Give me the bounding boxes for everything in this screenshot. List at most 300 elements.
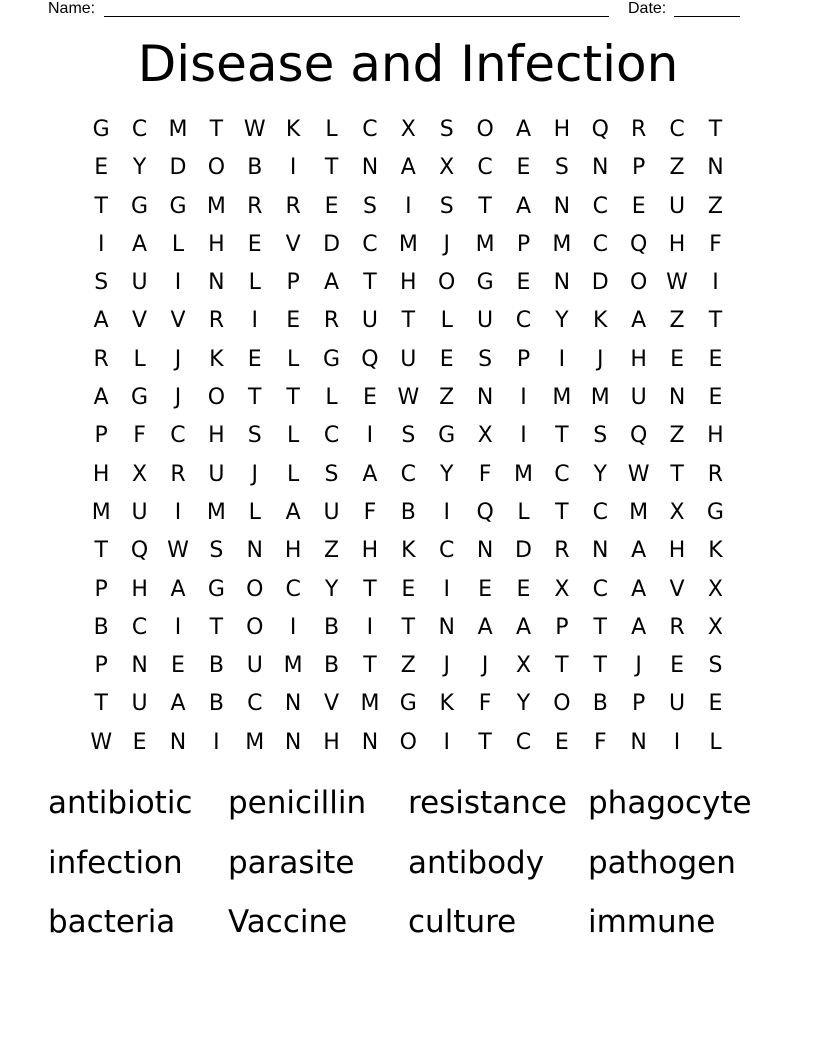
grid-cell[interactable]: E	[247, 346, 262, 372]
grid-cell[interactable]: N	[361, 729, 379, 755]
grid-cell[interactable]: A	[631, 308, 647, 334]
grid-cell[interactable]: V	[132, 308, 148, 334]
grid-cell[interactable]: V	[324, 691, 340, 717]
grid-cell[interactable]: U	[208, 461, 225, 487]
grid-cell[interactable]: E	[516, 270, 531, 296]
grid-cell[interactable]: Q	[476, 499, 494, 525]
grid-cell[interactable]: G	[207, 576, 225, 602]
grid-cell[interactable]: R	[631, 117, 647, 142]
grid-cell[interactable]: T	[286, 385, 300, 411]
grid-cell[interactable]: O	[630, 270, 648, 296]
grid-cell[interactable]: E	[132, 729, 147, 755]
grid-cell[interactable]: L	[248, 270, 261, 296]
grid-cell[interactable]: M	[206, 193, 226, 219]
grid-cell[interactable]: E	[247, 231, 262, 257]
grid-cell[interactable]: Z	[669, 308, 685, 334]
grid-cell[interactable]: I	[558, 346, 566, 372]
word-bank-item: resistance	[408, 785, 567, 821]
grid-cell[interactable]: H	[668, 538, 686, 564]
word-bank-item: infection	[48, 844, 183, 881]
grid-cell[interactable]: A	[324, 270, 340, 296]
grid-cell[interactable]: T	[708, 308, 723, 334]
grid-cell[interactable]: U	[669, 691, 686, 717]
grid-cell[interactable]: J	[597, 346, 604, 372]
grid-cell[interactable]: Y	[593, 461, 607, 487]
grid-cell[interactable]: Q	[130, 538, 149, 564]
grid-cell[interactable]: C	[592, 231, 608, 257]
grid-cell[interactable]: S	[94, 270, 109, 296]
grid-cell[interactable]: N	[476, 538, 494, 564]
grid-cell[interactable]: M	[360, 691, 380, 717]
grid-cell[interactable]: V	[669, 576, 685, 602]
word-bank-item: pathogen	[588, 844, 736, 881]
grid-cell[interactable]: T	[478, 729, 492, 755]
grid-cell[interactable]: I	[712, 270, 719, 296]
grid-cell[interactable]: S	[324, 461, 339, 487]
grid-cell[interactable]: E	[94, 155, 109, 181]
grid-cell[interactable]: M	[475, 231, 495, 257]
grid-cell[interactable]: K	[209, 346, 224, 372]
grid-cell[interactable]: J	[251, 461, 258, 487]
grid-cell[interactable]: Y	[516, 691, 531, 717]
grid-cell[interactable]: I	[443, 576, 450, 602]
word-bank-item: phagocyte	[588, 785, 752, 821]
grid-cell[interactable]: E	[708, 346, 723, 372]
grid-cell[interactable]: A	[631, 576, 647, 602]
grid-cell[interactable]: S	[554, 155, 569, 181]
grid-cell[interactable]: C	[285, 576, 301, 602]
grid-cell[interactable]: H	[707, 423, 724, 449]
grid-cell[interactable]: E	[324, 193, 339, 219]
grid-cell[interactable]: L	[287, 461, 300, 487]
grid-cell[interactable]: J	[481, 653, 489, 679]
grid-cell[interactable]: U	[630, 385, 647, 411]
grid-cell[interactable]: E	[670, 346, 684, 372]
grid-cell[interactable]: C	[477, 155, 493, 181]
grid-cell[interactable]: I	[289, 614, 297, 640]
grid-cell[interactable]: S	[209, 538, 224, 564]
grid-cell[interactable]: I	[213, 729, 220, 755]
grid-cell[interactable]: H	[668, 231, 686, 257]
grid-cell[interactable]: U	[477, 308, 494, 334]
grid-cell[interactable]: L	[287, 346, 300, 372]
grid-cell[interactable]: T	[209, 117, 224, 142]
grid-cell[interactable]: G	[92, 117, 110, 142]
grid-cell[interactable]: B	[93, 614, 109, 640]
grid-cell[interactable]: R	[93, 346, 109, 372]
grid-cell[interactable]: E	[439, 346, 454, 372]
grid-cell[interactable]: Z	[400, 653, 416, 679]
grid-cell[interactable]: N	[553, 193, 571, 219]
grid-cell[interactable]: A	[631, 614, 647, 640]
grid-cell[interactable]: A	[631, 538, 647, 564]
worksheet-header	[48, 0, 748, 20]
grid-cell[interactable]: Z	[324, 538, 340, 564]
grid-cell[interactable]: J	[443, 653, 450, 679]
grid-cell[interactable]: D	[591, 270, 609, 296]
grid-cell[interactable]: G	[706, 499, 724, 525]
grid-cell[interactable]: S	[708, 653, 723, 679]
grid-cell[interactable]: G	[438, 423, 456, 449]
grid-cell[interactable]: T	[363, 653, 377, 679]
grid-cell[interactable]: A	[515, 193, 532, 219]
grid-cell[interactable]: H	[361, 538, 379, 564]
grid-cell[interactable]: A	[515, 614, 532, 640]
grid-cell[interactable]: T	[401, 614, 416, 640]
grid-cell[interactable]: C	[439, 538, 455, 564]
grid-cell[interactable]: A	[362, 461, 378, 487]
grid-cell[interactable]: C	[592, 193, 608, 219]
grid-cell[interactable]: X	[707, 614, 723, 640]
grid-cell[interactable]: I	[520, 385, 527, 411]
grid-cell[interactable]: S	[401, 423, 416, 449]
grid-cell[interactable]: H	[92, 461, 110, 487]
grid-cell[interactable]: K	[439, 691, 454, 717]
grid-cell[interactable]: G	[476, 270, 494, 296]
grid-cell[interactable]: H	[208, 231, 225, 257]
grid-cell[interactable]: A	[285, 499, 301, 525]
grid-cell[interactable]: Z	[439, 385, 455, 411]
grid-cell[interactable]: J	[174, 346, 182, 372]
grid-cell[interactable]: H	[630, 346, 647, 372]
grid-cell[interactable]: T	[94, 691, 108, 717]
grid-cell[interactable]: W	[666, 270, 688, 296]
grid-cell[interactable]: Q	[591, 117, 609, 142]
grid-cell[interactable]: W	[90, 729, 113, 755]
grid-cell[interactable]: K	[285, 117, 301, 142]
grid-cell[interactable]: C	[323, 423, 340, 449]
grid-cell[interactable]: L	[248, 499, 261, 525]
grid-cell[interactable]: X	[554, 576, 570, 602]
grid-cell[interactable]: O	[246, 576, 264, 602]
grid-cell[interactable]: X	[669, 499, 685, 525]
grid-cell[interactable]: Z	[669, 423, 685, 449]
grid-cell[interactable]: H	[208, 423, 225, 449]
grid-cell[interactable]: W	[397, 385, 420, 411]
grid-cell[interactable]: E	[670, 653, 684, 679]
grid-cell[interactable]: U	[669, 193, 686, 219]
grid-cell[interactable]: X	[132, 461, 148, 487]
grid-cell[interactable]: B	[592, 691, 608, 717]
grid-cell[interactable]: U	[131, 691, 148, 717]
grid-cell[interactable]: N	[208, 270, 225, 296]
grid-cell[interactable]: O	[246, 614, 264, 640]
grid-cell[interactable]: R	[247, 193, 263, 219]
grid-cell[interactable]: C	[592, 499, 608, 525]
grid-cell[interactable]: N	[476, 385, 494, 411]
grid-cell[interactable]: R	[707, 461, 724, 487]
grid-cell[interactable]: A	[93, 308, 109, 334]
grid-cell[interactable]: P	[94, 576, 108, 602]
grid-cell[interactable]: I	[366, 423, 374, 449]
grid-cell[interactable]: O	[438, 270, 456, 296]
grid-cell[interactable]: M	[91, 499, 111, 525]
grid-cell[interactable]: X	[477, 423, 493, 449]
word-bank-item: immune	[588, 904, 716, 940]
grid-cell[interactable]: P	[632, 155, 646, 181]
grid-cell[interactable]: F	[593, 729, 607, 755]
grid-cell[interactable]: L	[325, 385, 338, 411]
grid-cell[interactable]: S	[247, 423, 262, 449]
grid-cell[interactable]: H	[323, 729, 340, 755]
grid-cell[interactable]: A	[400, 155, 416, 181]
grid-cell[interactable]: T	[555, 653, 569, 679]
grid-cell[interactable]: S	[439, 193, 454, 219]
grid-cell[interactable]: C	[515, 308, 532, 334]
grid-cell[interactable]: P	[516, 231, 531, 257]
grid-cell[interactable]: N	[438, 614, 455, 640]
grid-cell[interactable]: B	[323, 614, 340, 640]
grid-cell[interactable]: T	[94, 538, 108, 564]
grid-cell[interactable]: F	[709, 231, 722, 257]
grid-cell[interactable]: E	[171, 653, 185, 679]
grid-cell[interactable]: N	[592, 155, 609, 181]
grid-cell[interactable]: D	[169, 155, 187, 181]
grid-cell[interactable]: T	[555, 499, 569, 525]
grid-cell[interactable]: P	[94, 653, 108, 679]
grid-cell[interactable]: E	[401, 576, 416, 602]
grid-cell[interactable]: G	[169, 193, 187, 219]
grid-cell[interactable]: P	[555, 614, 569, 640]
grid-cell[interactable]: M	[514, 461, 533, 487]
grid-cell[interactable]: A	[515, 117, 532, 142]
grid-cell[interactable]: L	[287, 423, 300, 449]
grid-cell[interactable]: Q	[630, 423, 648, 449]
grid-cell[interactable]: T	[363, 270, 377, 296]
grid-cell[interactable]: E	[708, 691, 723, 717]
grid-cell[interactable]: T	[708, 117, 723, 142]
grid-cell[interactable]: I	[405, 193, 412, 219]
grid-cell[interactable]: C	[362, 231, 378, 257]
grid-cell[interactable]: C	[669, 117, 685, 142]
grid-cell[interactable]: Z	[669, 155, 685, 181]
grid-cell[interactable]: A	[93, 385, 109, 411]
grid-cell[interactable]: G	[399, 691, 417, 717]
grid-cell[interactable]: N	[131, 653, 148, 679]
grid-cell[interactable]: N	[361, 155, 379, 181]
grid-cell[interactable]: E	[362, 385, 377, 411]
grid-cell[interactable]: L	[133, 346, 146, 372]
grid-cell[interactable]: G	[131, 193, 149, 219]
grid-cell[interactable]: R	[208, 308, 225, 334]
word-bank-item: penicillin	[228, 785, 367, 821]
grid-cell[interactable]: E	[286, 308, 301, 334]
grid-cell[interactable]: O	[399, 729, 417, 755]
grid-cell[interactable]: O	[476, 117, 494, 142]
grid-cell[interactable]: N	[707, 155, 724, 181]
grid-cell[interactable]: C	[515, 729, 532, 755]
grid-cell[interactable]: L	[325, 117, 338, 142]
grid-cell[interactable]: I	[520, 423, 527, 449]
grid-cell[interactable]: N	[169, 729, 187, 755]
grid-cell[interactable]: Q	[361, 346, 379, 372]
grid-cell[interactable]: J	[635, 653, 642, 679]
grid-cell[interactable]: W	[627, 461, 650, 487]
grid-cell[interactable]: V	[170, 308, 186, 334]
grid-cell[interactable]: F	[478, 461, 492, 487]
grid-cell[interactable]: F	[478, 691, 492, 717]
grid-cell[interactable]: P	[94, 423, 108, 449]
grid-cell[interactable]: M	[245, 729, 265, 755]
grid-cell[interactable]: K	[593, 308, 608, 334]
grid-cell[interactable]: R	[323, 308, 340, 334]
grid-cell[interactable]: D	[515, 538, 532, 564]
grid-cell[interactable]: M	[398, 231, 418, 257]
grid-cell[interactable]: B	[247, 155, 263, 181]
grid-cell[interactable]: H	[284, 538, 302, 564]
grid-cell[interactable]: U	[400, 346, 417, 372]
grid-cell[interactable]: A	[132, 231, 148, 257]
name-blank-line[interactable]	[104, 16, 609, 17]
grid-cell[interactable]: A	[170, 576, 186, 602]
grid-cell[interactable]: P	[516, 346, 531, 372]
grid-cell[interactable]: K	[401, 538, 416, 564]
grid-cell[interactable]: T	[209, 614, 224, 640]
grid-cell[interactable]: I	[366, 614, 374, 640]
grid-cell[interactable]: U	[323, 499, 340, 525]
grid-cell[interactable]: T	[248, 385, 262, 411]
grid-cell[interactable]: A	[170, 691, 186, 717]
grid-cell[interactable]: S	[362, 193, 377, 219]
grid-cell[interactable]: H	[553, 117, 571, 142]
grid-cell[interactable]: I	[174, 614, 182, 640]
grid-cell[interactable]: R	[170, 461, 186, 487]
grid-cell[interactable]: N	[630, 729, 647, 755]
grid-cell[interactable]: H	[400, 270, 417, 296]
grid-cell[interactable]: J	[174, 385, 182, 411]
grid-cell[interactable]: N	[553, 270, 571, 296]
grid-cell[interactable]: I	[97, 231, 105, 257]
grid-cell[interactable]: C	[131, 614, 148, 640]
grid-cell[interactable]: M	[629, 499, 649, 525]
grid-cell[interactable]: Z	[707, 193, 723, 219]
grid-cell[interactable]: X	[707, 576, 723, 602]
grid-cell[interactable]: B	[208, 691, 224, 717]
grid-cell[interactable]: T	[670, 461, 684, 487]
grid-cell[interactable]: R	[554, 538, 570, 564]
grid-cell[interactable]: Y	[132, 155, 147, 181]
grid-cell[interactable]: H	[131, 576, 148, 602]
grid-cell[interactable]: I	[443, 729, 450, 755]
grid-cell[interactable]: T	[401, 308, 416, 334]
grid-cell[interactable]: M	[283, 653, 303, 679]
grid-cell[interactable]: T	[555, 423, 569, 449]
grid-cell[interactable]: L	[709, 729, 722, 755]
grid-cell[interactable]: S	[478, 346, 493, 372]
grid-cell[interactable]: I	[289, 155, 297, 181]
grid-cell[interactable]: V	[285, 231, 301, 257]
grid-cell[interactable]: E	[516, 576, 531, 602]
grid-cell[interactable]: C	[592, 576, 608, 602]
grid-cell[interactable]: R	[669, 614, 685, 640]
grid-cell[interactable]: E	[554, 729, 569, 755]
grid-cell[interactable]: M	[206, 499, 226, 525]
grid-cell[interactable]: T	[593, 653, 607, 679]
grid-cell[interactable]: I	[443, 499, 450, 525]
grid-cell[interactable]: N	[284, 729, 302, 755]
grid-cell[interactable]: C	[362, 117, 378, 142]
grid-cell[interactable]: M	[590, 385, 610, 411]
grid-cell[interactable]: P	[286, 270, 300, 296]
grid-cell[interactable]: X	[439, 155, 455, 181]
grid-cell[interactable]: I	[174, 499, 182, 525]
grid-cell[interactable]: M	[552, 231, 572, 257]
grid-cell[interactable]: E	[478, 576, 493, 602]
word-bank-item: Vaccine	[228, 904, 348, 940]
grid-cell[interactable]: O	[207, 385, 226, 411]
grid-cell[interactable]: T	[324, 155, 339, 181]
grid-cell[interactable]: T	[363, 576, 377, 602]
grid-cell[interactable]: C	[400, 461, 416, 487]
grid-cell[interactable]: J	[443, 231, 450, 257]
grid-cell[interactable]: Y	[555, 308, 569, 334]
grid-cell[interactable]: N	[668, 385, 686, 411]
grid-cell[interactable]: C	[554, 461, 570, 487]
grid-cell[interactable]: E	[631, 193, 646, 219]
grid-cell[interactable]: O	[553, 691, 571, 717]
grid-cell[interactable]: C	[131, 117, 148, 142]
grid-cell[interactable]: L	[517, 499, 530, 525]
grid-cell[interactable]: I	[251, 308, 258, 334]
grid-cell[interactable]: B	[323, 653, 340, 679]
grid-cell[interactable]: I	[673, 729, 681, 755]
grid-cell[interactable]: Y	[324, 576, 339, 602]
grid-cell[interactable]: O	[207, 155, 226, 181]
word-bank-item: bacteria	[48, 904, 176, 940]
grid-cell[interactable]: E	[708, 385, 723, 411]
grid-cell[interactable]: G	[131, 385, 149, 411]
grid-cell[interactable]: F	[133, 423, 146, 449]
grid-cell[interactable]: W	[167, 538, 189, 564]
grid-cell[interactable]: L	[171, 231, 185, 257]
grid-cell[interactable]: L	[440, 308, 453, 334]
grid-cell[interactable]: S	[439, 117, 454, 142]
grid-cell[interactable]: B	[400, 499, 416, 525]
grid-cell[interactable]: R	[285, 193, 301, 219]
grid-cell[interactable]: F	[363, 499, 377, 525]
grid-cell[interactable]: N	[246, 538, 263, 564]
grid-cell[interactable]: G	[323, 346, 341, 372]
grid-cell[interactable]: Y	[439, 461, 454, 487]
grid-cell[interactable]: U	[361, 308, 378, 334]
grid-cell[interactable]: A	[477, 614, 493, 640]
grid-cell[interactable]: C	[170, 423, 186, 449]
grid-cell[interactable]: P	[632, 691, 646, 717]
grid-cell[interactable]: X	[400, 117, 416, 142]
grid-cell[interactable]: M	[168, 117, 188, 142]
grid-cell[interactable]: S	[593, 423, 608, 449]
grid-cell[interactable]: E	[516, 155, 531, 181]
grid-cell[interactable]: U	[246, 653, 263, 679]
grid-cell[interactable]: T	[593, 614, 607, 640]
grid-cell[interactable]: M	[552, 385, 572, 411]
grid-cell[interactable]: N	[284, 691, 302, 717]
grid-cell[interactable]: X	[515, 653, 532, 679]
grid-cell[interactable]: Q	[630, 231, 648, 257]
grid-cell[interactable]: U	[131, 499, 148, 525]
grid-cell[interactable]: T	[94, 193, 108, 219]
grid-cell[interactable]: T	[478, 193, 492, 219]
date-blank-line[interactable]	[674, 16, 740, 17]
grid-cell[interactable]: C	[247, 691, 263, 717]
grid-cell[interactable]: B	[208, 653, 224, 679]
grid-cell[interactable]: N	[592, 538, 609, 564]
grid-cell[interactable]: D	[323, 231, 341, 257]
grid-cell[interactable]: W	[243, 117, 266, 142]
grid-cell[interactable]: I	[174, 270, 182, 296]
grid-cell[interactable]: K	[708, 538, 723, 564]
grid-cell[interactable]: U	[131, 270, 148, 296]
